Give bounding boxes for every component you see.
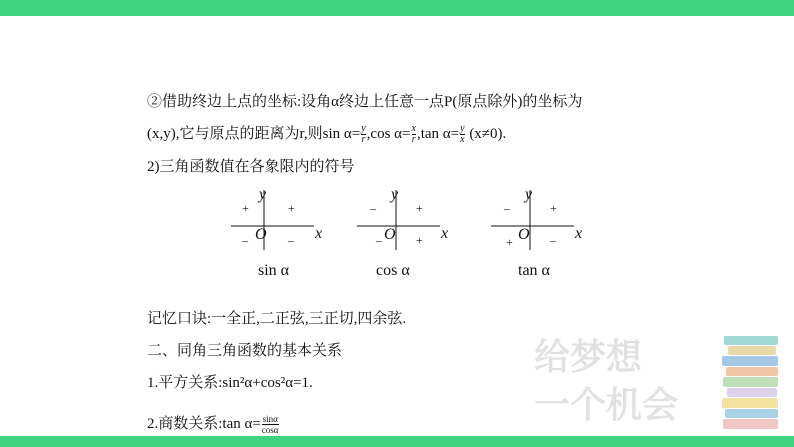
cos-lead: ,cos α= [366, 125, 411, 142]
quadrant-2-sign: – [504, 201, 510, 215]
quotient-fraction [262, 414, 279, 435]
y-axis-label: y [259, 186, 267, 203]
quotient-numerator: sinα [262, 414, 278, 424]
quadrant-1-sign: + [416, 201, 423, 215]
quadrant-3-sign: – [376, 233, 382, 247]
text-line-coordinate-definition: ②借助终边上点的坐标:设角α终边上任意一点P(原点除外)的坐标为 [147, 94, 583, 110]
slogan-watermark [530, 325, 730, 435]
cos-numerator: x [411, 123, 416, 134]
quotient-lead: 2.商数关系:tan α= [147, 415, 261, 432]
text-line-quotient-relation [147, 414, 280, 435]
sin-denominator: r [361, 134, 366, 145]
text-line-ratio-definitions [147, 124, 506, 145]
text-line-square-relation: 1.平方关系:sin²α+cos²α=1. [147, 375, 313, 391]
x-axis-label: x [315, 225, 323, 242]
quotient-denominator: cosα [261, 425, 279, 435]
quadrant-4-sign: – [288, 233, 294, 247]
quadrant-3-sign: + [506, 235, 513, 249]
y-axis-label: y [525, 186, 533, 203]
x-axis-label: x [575, 225, 583, 242]
bottom-band [0, 436, 794, 447]
section-heading-basic-relations: 二、同角三角函数的基本关系 [147, 343, 343, 359]
quadrant-1-sign: + [288, 201, 295, 215]
tan-lead: ,tan α= [416, 125, 460, 142]
top-band [0, 0, 794, 16]
books-decoration [720, 332, 782, 434]
origin-label: O [518, 226, 530, 243]
origin-label: O [255, 226, 267, 243]
text-line-mnemonic: 记忆口诀:一全正,二正弦,三正切,四余弦. [147, 311, 407, 327]
svg-text:给梦想: 给梦想 [534, 336, 643, 378]
function-name-tan: tan α [518, 262, 550, 279]
tan-condition: (x≠0). [465, 125, 507, 142]
text-line-quadrant-signs-heading: 2)三角函数值在各象限内的符号 [147, 159, 355, 175]
tan-fraction [460, 124, 464, 145]
x-axis-label: x [441, 225, 449, 242]
sin-numerator: y [361, 123, 366, 134]
y-axis-label: y [391, 186, 399, 203]
svg-text:一个机会: 一个机会 [534, 384, 679, 426]
cos-denominator: r [411, 134, 416, 145]
cos-fraction [412, 124, 416, 145]
function-name-sin: sin α [258, 262, 290, 279]
quadrant-4-sign: – [550, 233, 556, 247]
tan-denominator: x [460, 134, 465, 145]
quadrant-4-sign: + [416, 233, 423, 247]
sin-fraction [361, 124, 365, 145]
quadrant-2-sign: + [242, 201, 249, 215]
function-name-cos: cos α [376, 262, 410, 279]
tan-numerator: y [460, 123, 465, 134]
quadrant-1-sign: + [550, 201, 557, 215]
quadrant-2-sign: – [370, 201, 376, 215]
origin-label: O [384, 226, 396, 243]
quadrant-3-sign: – [242, 233, 248, 247]
ratio-lead: (x,y),它与原点的距离为r,则sin α= [147, 125, 361, 142]
